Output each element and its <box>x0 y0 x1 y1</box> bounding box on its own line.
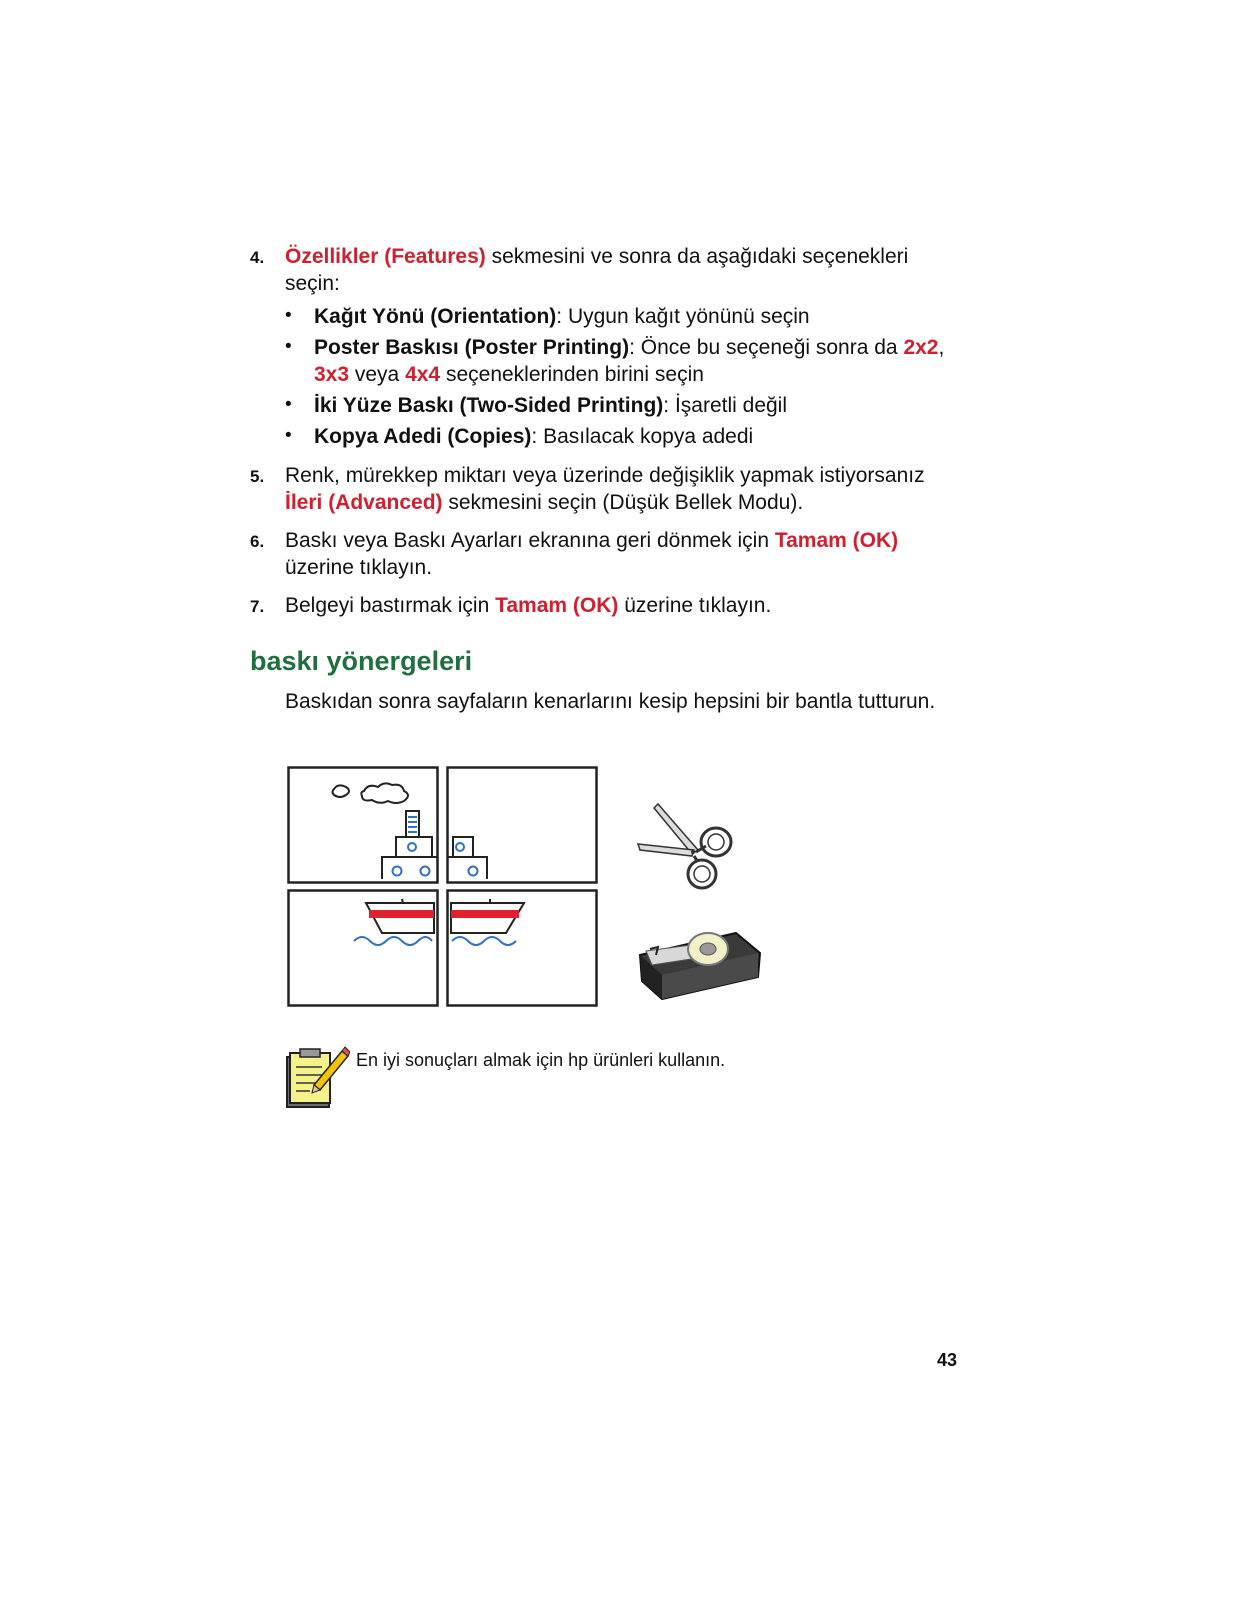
section-heading: baskı yönergeleri <box>250 646 473 676</box>
step-text-line: Renk, mürekkep miktarı veya üzerinde değişiklik yapmak istiyorsanız <box>285 464 925 487</box>
bullet: • <box>285 425 292 446</box>
bullet: • <box>285 305 292 326</box>
advanced-tab-label: İleri (Advanced) <box>285 491 443 514</box>
step-text-line: üzerine tıklayın. <box>285 556 433 579</box>
tape-dispenser-icon <box>636 925 764 1003</box>
step-text-line: Özellikler (Features) sekmesini ve sonra da aşağıdaki seçenekleri <box>285 245 909 268</box>
ok-button-label: Tamam (OK) <box>495 594 619 617</box>
notepad-pencil-icon <box>284 1045 350 1111</box>
features-tab-label: Özellikler (Features) <box>285 245 486 268</box>
step-text-line: Baskı veya Baskı Ayarları ekranına geri dönmek için Tamam (OK) <box>285 529 899 552</box>
step-text-line: Belgeyi bastırmak için Tamam (OK) üzerine tıklayın. <box>285 594 772 617</box>
bullet-text: Kağıt Yönü (Orientation): Uygun kağıt yönünü seçin <box>314 305 810 328</box>
ok-button-label: Tamam (OK) <box>774 529 899 552</box>
note-text: En iyi sonuçları almak için hp ürünleri kullanın. <box>356 1050 726 1070</box>
bullet-text-continued: 3x3 veya 4x4 seçeneklerinden birini seçin <box>314 363 704 386</box>
step-number: 6. <box>250 532 265 551</box>
bullet-text: İki Yüze Baskı (Two-Sided Printing): İşaretli değil <box>314 394 788 417</box>
step-text-line: seçin: <box>285 272 340 295</box>
section-body: Baskıdan sonra sayfaların kenarlarını kesip hepsini bir bantla tutturun. <box>285 690 936 713</box>
poster-tiles-illustration <box>286 765 600 1009</box>
step-number: 7. <box>250 597 265 616</box>
bullet-text: Poster Baskısı (Poster Printing): Önce bu seçeneği sonra da 2x2, <box>314 336 945 359</box>
step-number: 4. <box>250 248 265 267</box>
bullet: • <box>285 336 292 357</box>
step-number: 5. <box>250 467 265 486</box>
bullet: • <box>285 394 292 415</box>
scissors-icon <box>636 802 736 892</box>
step-text-line: İleri (Advanced) sekmesini seçin (Düşük Bellek Modu). <box>285 491 804 514</box>
page-number: 43 <box>937 1350 958 1370</box>
bullet-text: Kopya Adedi (Copies): Basılacak kopya adedi <box>314 425 754 448</box>
